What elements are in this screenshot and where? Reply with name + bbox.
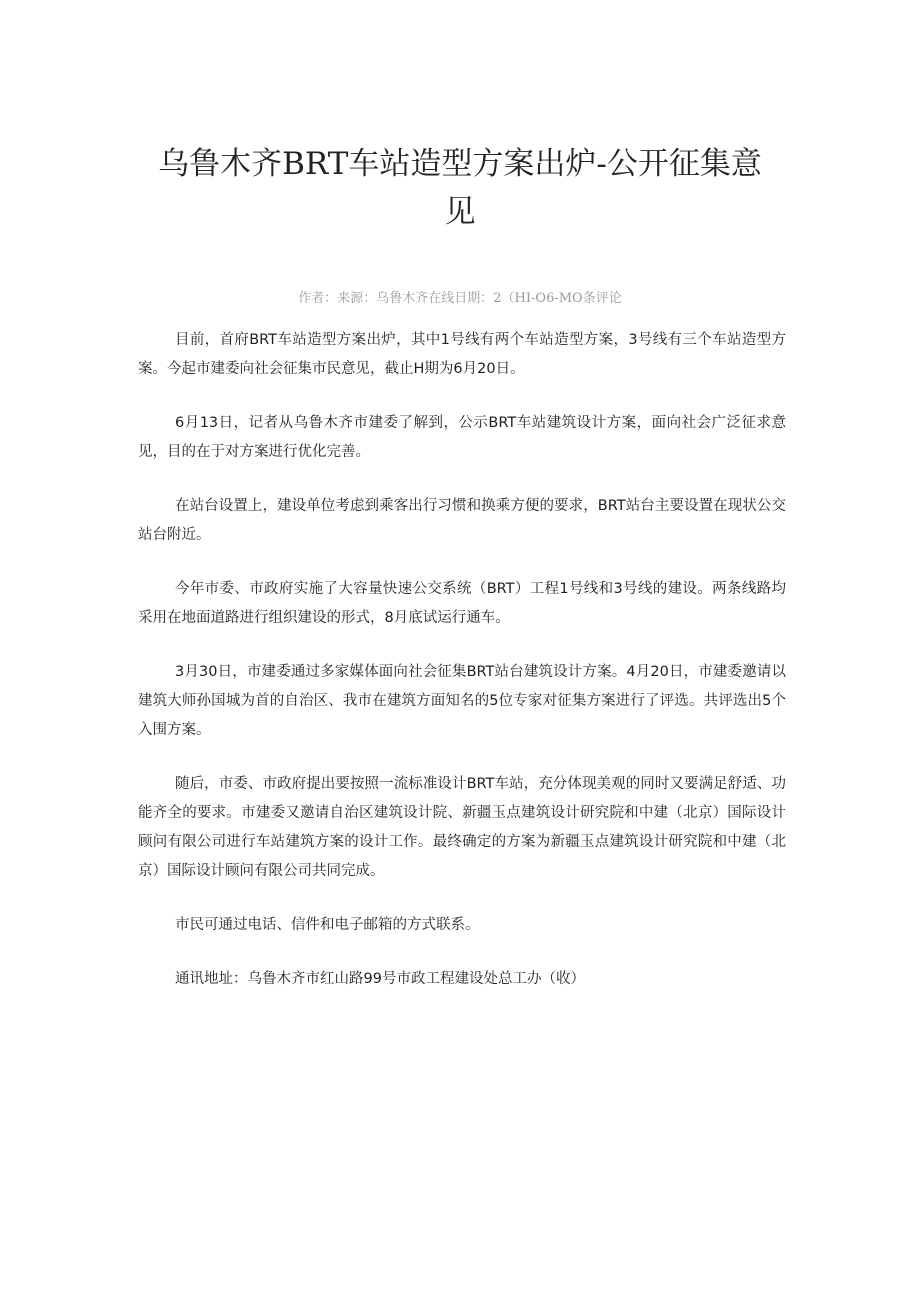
paragraph: 随后，市委、市政府提出要按照一流标准设计BRT车站，充分体现美观的同时又要满足舒适、功能齐全的要求。市建委又邀请自治区建筑设计院、新疆玉点建筑设计研究院和中建（北京）国际设计顾问有限公司进行车站建筑方案的设计工作。最终确定的方案为新疆玉点建筑设计研究院和中建（北京）国际设计顾问有限公司共同完成。 — [138, 776, 786, 879]
paragraph: 市民可通过电话、信件和电子邮箱的方式联系。 — [175, 917, 480, 933]
paragraph: 3月30日，市建委通过多家媒体面向社会征集BRT站台建筑设计方案。4月20日，市建委邀请以建筑大师孙国城为首的自治区、我市在建筑方面知名的5位专家对征集方案进行了评选。共评选出5个入围方案。 — [138, 664, 786, 738]
paragraph: 在站台设置上，建设单位考虑到乘客出行习惯和换乘方便的要求，BRT站台主要设置在现状公交站台附近。 — [138, 498, 786, 543]
paragraph: 今年市委、市政府实施了大容量快速公交系统（BRT）工程1号线和3号线的建设。两条线路均采用在地面道路进行组织建设的形式，8月底试运行通车。 — [138, 581, 786, 626]
article-body — [138, 326, 786, 1019]
article-meta: 作者：来源：乌鲁木齐在线日期：2（HI-O6-MO条评论 — [298, 291, 622, 306]
paragraph: 6月13日，记者从乌鲁木齐市建委了解到，公示BRT车站建筑设计方案，面向社会广泛征求意见，目的在于对方案进行优化完善。 — [138, 415, 786, 460]
article-title: 乌鲁木齐BRT车站造型方案出炉-公开征集意见 — [158, 146, 762, 230]
paragraph: 目前，首府BRT车站造型方案出炉，其中1号线有两个车站造型方案，3号线有三个车站造型方案。今起市建委向社会征集市民意见，截止H期为6月20日。 — [138, 332, 786, 377]
paragraph: 通讯地址：乌鲁木齐市红山路99号市政工程建设处总工办（收） — [175, 971, 585, 987]
